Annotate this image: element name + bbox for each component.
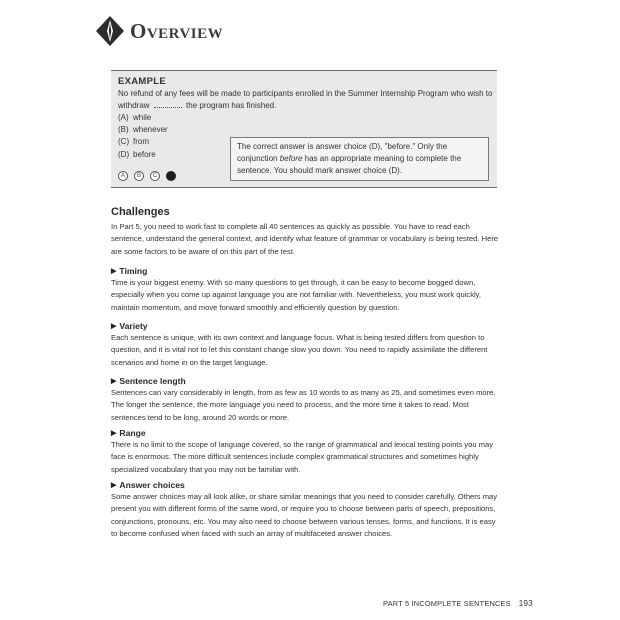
paragraph-sentence-length: Sentences can vary considerably in length, from as few as 10 words to as many as 25, and sometimes even more. The longer the sentence, the more language you need to process, and the more time it takes to read. Most sentences tend to be long, around 20 words or more. (111, 388, 496, 422)
answer-explanation (230, 137, 489, 181)
page-footer (383, 599, 533, 608)
subheading-timing (111, 266, 147, 276)
subheading-range (111, 428, 146, 438)
question-text-end: the program has finished. (186, 101, 277, 110)
diamond-chevron-icon (96, 16, 124, 46)
question-text-start: No refund of any fees will be made to participants enrolled in the Summer Internship Program who wish to withdraw (118, 89, 493, 110)
option-b (118, 124, 168, 136)
answer-text-end: has an appropriate meaning to complete the sentence. You should mark answer choice (D). (237, 154, 462, 175)
challenges-intro: In Part 5, you need to work fast to complete all 40 sentences as quickly as possible. You have to read each sentence, understand the general context, and identify what feature of grammar or vocabulary is being tested. Here are some factors to be aware of on this part of the test. (111, 222, 499, 256)
option-d (118, 149, 168, 161)
challenges-heading: Challenges (111, 206, 170, 218)
option-text: while (133, 113, 152, 122)
page-title: Overview (130, 18, 224, 43)
page-number: 193 (518, 599, 533, 608)
option-letter: (C) (118, 137, 130, 147)
bubble-a[interactable]: A (118, 171, 128, 181)
paragraph-timing: Time is your biggest enemy. With so many questions to get through, it can be easy to become bogged down, especially when you come up against language you are not familiar with. Nevertheless, you must work quickly, maintain momentum, and move forward smoothly and efficiently question by question. (111, 278, 482, 312)
subheading-variety (111, 321, 148, 331)
bubble-b[interactable]: B (134, 171, 144, 181)
triangle-bullet-icon: ▶ (111, 430, 117, 437)
paragraph-range: There is no limit to the scope of language covered, so the range of grammatical and lexical testing points you may face is enormous. The more difficult sentences include complex grammatical structures and sometimes highly specialized vocabulary that you may not be familiar with. (111, 440, 494, 474)
page-header (96, 16, 223, 46)
subheading-label: Sentence length (119, 376, 186, 386)
subheading-label: Range (119, 428, 146, 438)
subheading-sentence-length (111, 376, 186, 386)
option-text: before (133, 149, 156, 159)
subheading-label: Answer choices (119, 480, 185, 490)
option-letter: (A) (118, 113, 129, 122)
subheading-answer-choices (111, 480, 185, 490)
triangle-bullet-icon: ▶ (111, 378, 117, 385)
option-a (118, 112, 168, 124)
answer-text-start: The correct answer is answer choice (D), "before." Only the conjunction (237, 142, 448, 163)
example-box (111, 70, 497, 188)
triangle-bullet-icon: ▶ (111, 482, 117, 489)
triangle-bullet-icon: ▶ (111, 268, 117, 275)
paragraph-answer-choices: Some answer choices may all look alike, or share similar meanings that you need to consider carefully. Others may present you with different forms of the same word, or require you to choose between parts of speech, prepositions, conjunctions, pronouns, etc. You may also need to choose between various tenses, forms, and functions. It is easy to become confused when faced with such an array of multifaceted answer choices. (111, 492, 498, 539)
option-letter: (D) (118, 149, 130, 159)
option-text: from (133, 137, 149, 147)
example-question (118, 88, 493, 112)
option-letter: (B) (118, 125, 129, 135)
answer-bubbles (118, 171, 176, 181)
option-text: whenever (133, 125, 168, 135)
subheading-label: Timing (119, 266, 148, 276)
answer-blank (154, 100, 182, 108)
example-label: EXAMPLE (118, 76, 167, 87)
answer-emphasis: before (279, 154, 303, 163)
footer-section: PART 5 INCOMPLETE SENTENCES (383, 599, 511, 608)
triangle-bullet-icon: ▶ (111, 323, 117, 330)
option-c (118, 136, 168, 148)
bubble-c[interactable]: C (150, 171, 160, 181)
subheading-label: Variety (119, 321, 148, 331)
answer-options (118, 112, 168, 161)
paragraph-variety: Each sentence is unique, with its own context and language focus. What is being tested differs from question to question, and it is vital not to let this constant change slow you down. You need to rapidly assimilate the different scenarios and home in on the target language. (111, 333, 488, 367)
bubble-d-selected[interactable] (166, 171, 176, 181)
